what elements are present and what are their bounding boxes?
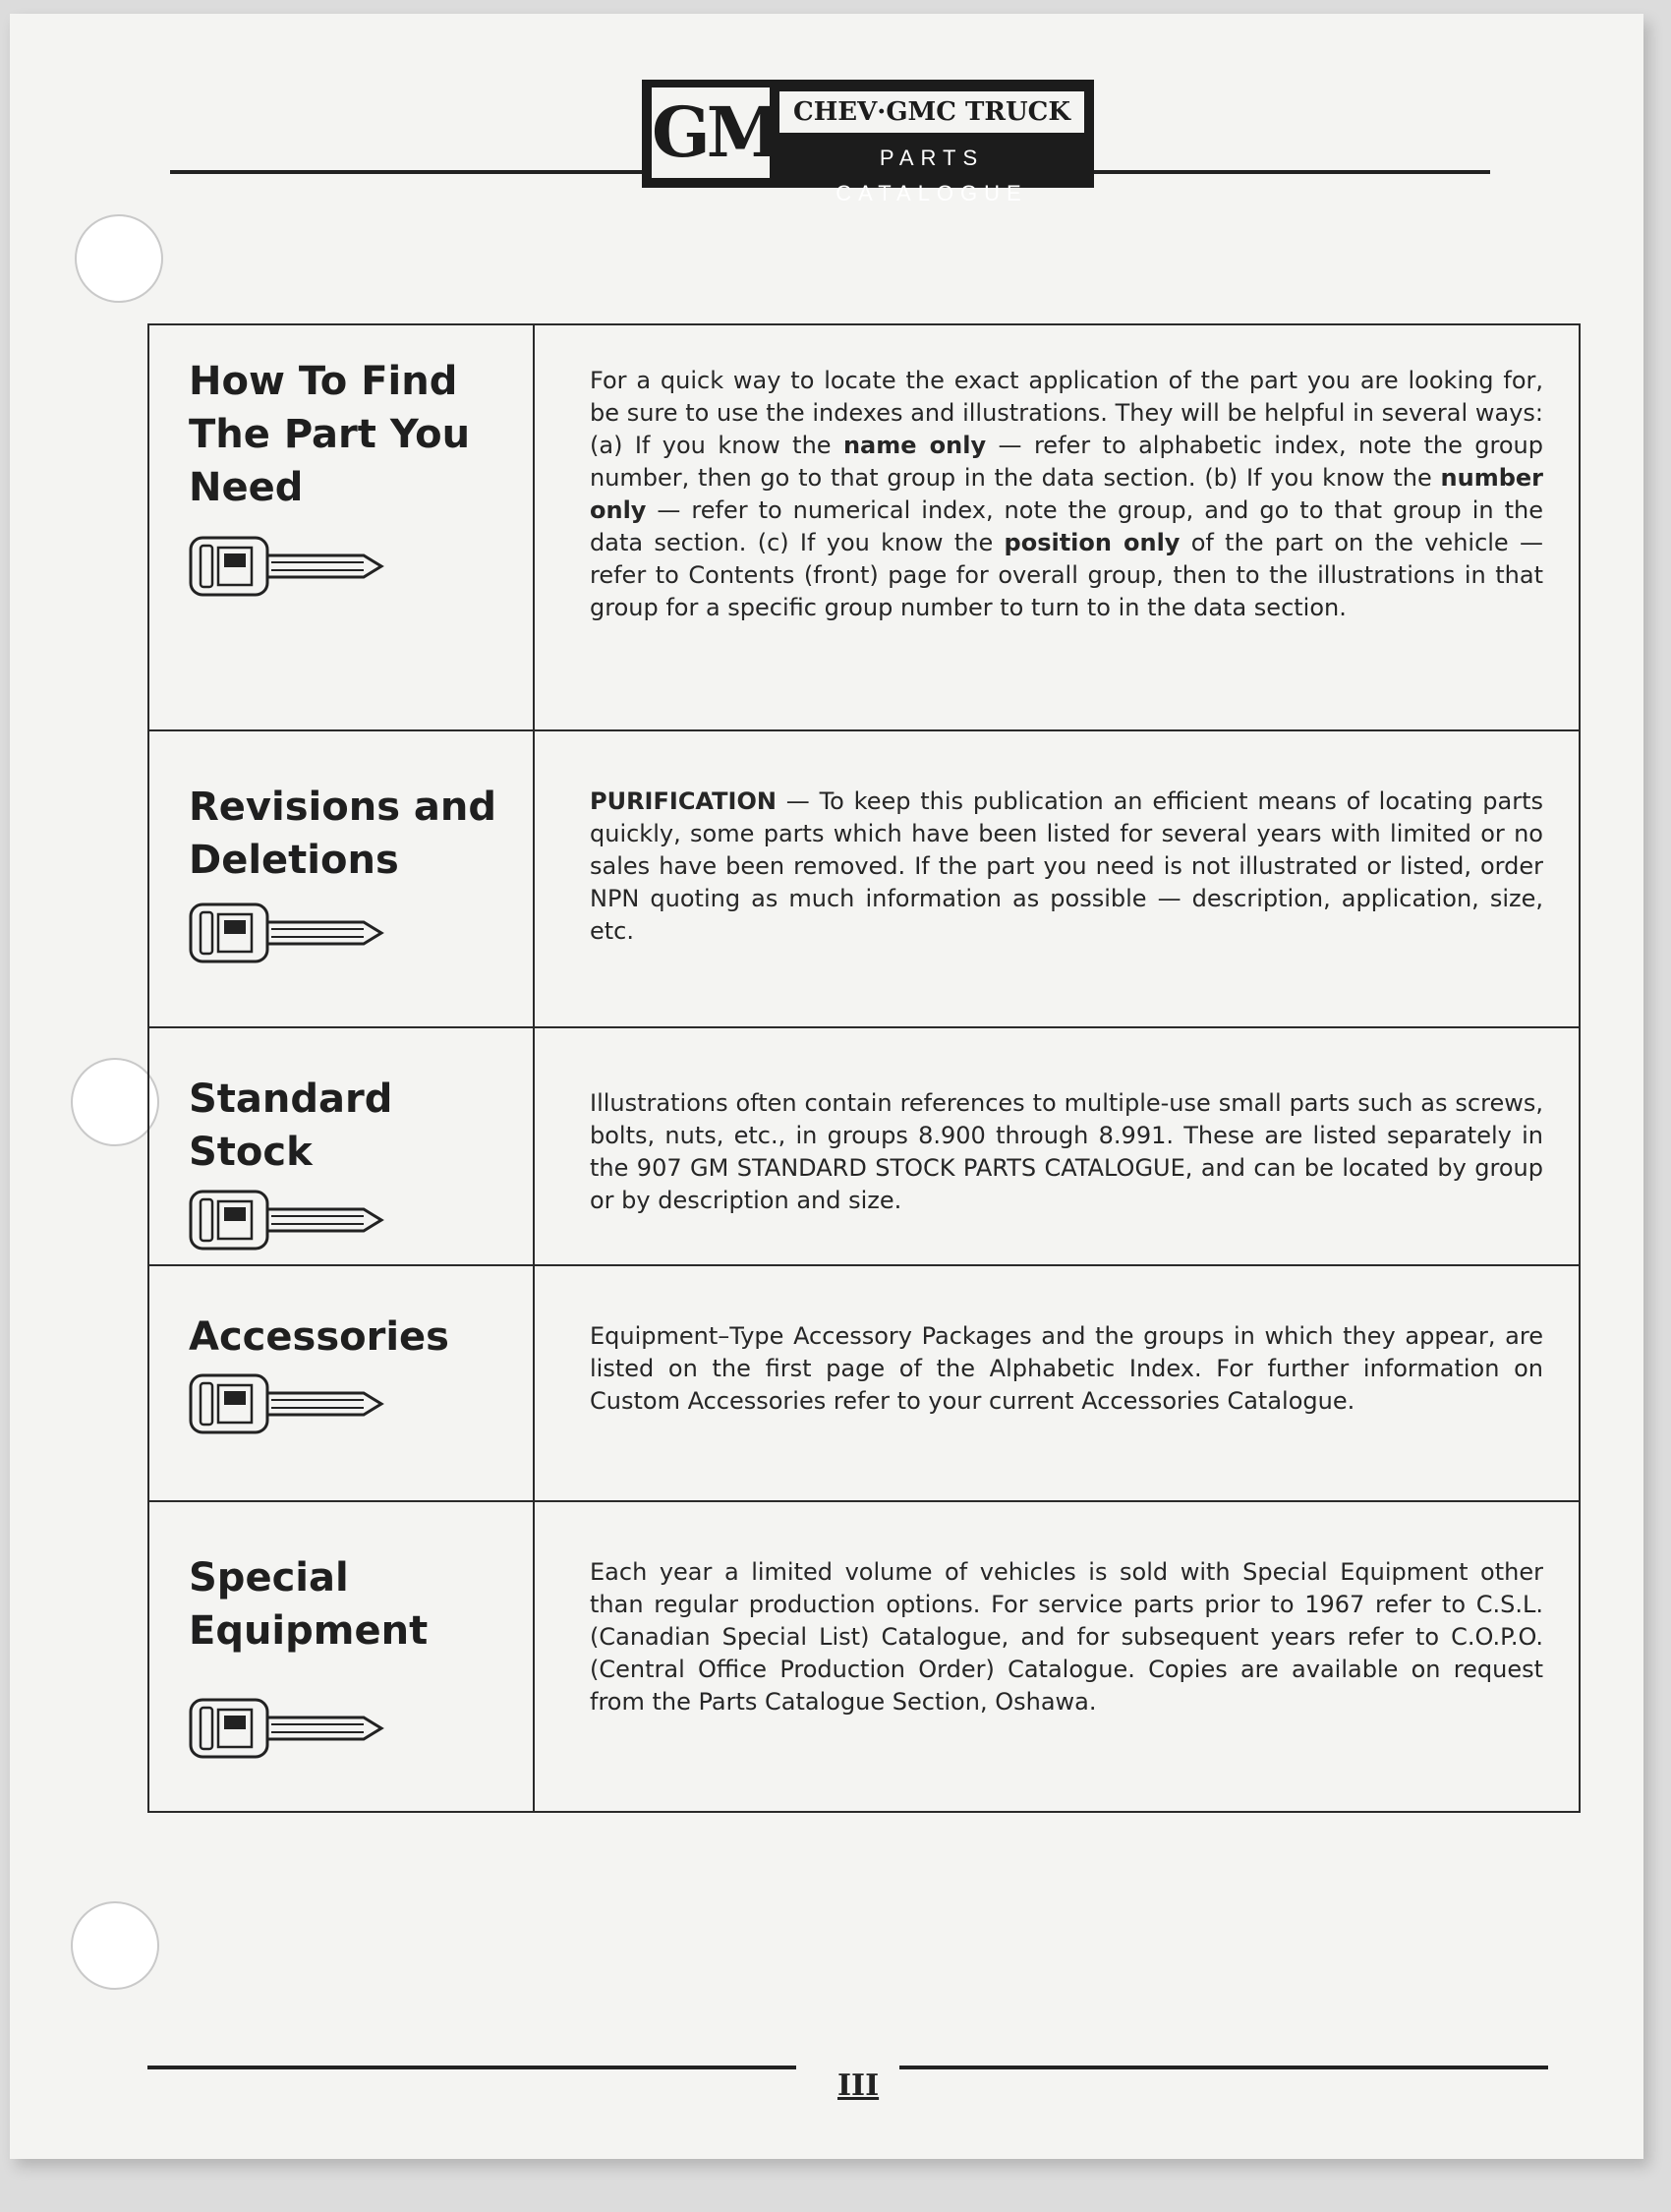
section-row — [149, 1028, 1579, 1266]
section-body — [590, 1320, 1543, 1418]
section-heading-line: Revisions and — [189, 785, 497, 830]
section-heading — [189, 1073, 513, 1179]
catalogue-brand-block — [642, 80, 1094, 205]
section-body — [590, 365, 1543, 624]
body-text: — refer to alphabetic index, note the group number, then go to that group in the data section. (b) If you know the — [590, 432, 1543, 492]
binder-hole-bottom — [71, 1901, 159, 1990]
body-text: For a quick way to locate the exact application of the part you are looking for, be sure to use the indexes and illustrations. They will be helpful in several ways: (a) If you know the — [590, 367, 1543, 459]
section-heading-line: Deletions — [189, 838, 399, 883]
emphasis-text: name only — [842, 432, 987, 459]
body-text: of the part on the vehicle — refer to Contents (front) page for overall group, then to the illustrations in that group for a specific group number to turn to in the data section. — [590, 529, 1543, 621]
section-heading — [189, 355, 513, 514]
key-icon — [189, 1186, 385, 1254]
footer-rule-right — [899, 2066, 1548, 2069]
header-title: CHEV·GMC TRUCK — [779, 91, 1084, 133]
section-row — [149, 1266, 1579, 1502]
section-heading-line: How To Find — [189, 359, 458, 404]
emphasis-text: position only — [1004, 529, 1181, 556]
section-heading-line: Accessories — [189, 1314, 449, 1360]
section-heading-line: Equipment — [189, 1608, 429, 1654]
footer-rule-left — [147, 2066, 796, 2069]
header-rule-left — [170, 170, 642, 174]
section-heading-line: Standard — [189, 1077, 393, 1122]
key-icon — [189, 1369, 385, 1438]
section-heading — [189, 1310, 513, 1364]
body-text: Each year a limited volume of vehicles is sold with Special Equipment other than regular production options. For service parts prior to 1967 refer to C.S.L. (Canadian Special List) Catalogue, and for subsequent years refer to C.O.P.O. (Central Office Production Order) Catalogue. Copies are available on request from the Parts Catalogue Section, Oshawa. — [590, 1558, 1543, 1716]
info-table — [147, 323, 1581, 1813]
section-body — [590, 1556, 1543, 1718]
catalogue-page — [10, 14, 1643, 2159]
section-heading — [189, 1551, 513, 1658]
body-text: — To keep this publication an efficient means of locating parts quickly, some parts which have been listed for several years with limited or no sales have been removed. If the part you need is not illustrated or listed, order NPN quoting as much information as possible — description, application, size, etc. — [590, 787, 1543, 945]
emphasis-text: number only — [590, 464, 1543, 524]
body-text: Equipment–Type Accessory Packages and the groups in which they appear, are listed on the first page of the Alphabetic Index. For further information on Custom Accessories refer to your current Accessories Catalogue. — [590, 1322, 1543, 1415]
section-row — [149, 1502, 1579, 1815]
section-heading — [189, 781, 513, 887]
binder-hole-middle — [71, 1058, 159, 1146]
section-row — [149, 325, 1579, 731]
section-heading-line: Special — [189, 1555, 349, 1601]
header-rule-right — [1094, 170, 1490, 174]
emphasis-text: PURIFICATION — [590, 787, 777, 815]
section-heading-line: Need — [189, 465, 304, 510]
section-body — [590, 1087, 1543, 1217]
body-text: — refer to numerical index, note the group, and go to that group in the data section. (c) If you know the — [590, 496, 1543, 556]
gm-logo: GM — [652, 87, 770, 178]
key-icon — [189, 899, 385, 967]
key-icon — [189, 532, 385, 601]
key-icon — [189, 1694, 385, 1763]
section-heading-line: The Part You — [189, 412, 471, 457]
body-text: Illustrations often contain references to multiple-use small parts such as screws, bolts, nuts, etc., in groups 8.900 through 8.991. These are listed separately in the 907 GM STANDARD STOCK PARTS CATALOGUE, and can be located by group or by description and size. — [590, 1089, 1543, 1214]
page-number: III — [837, 2068, 880, 2103]
section-heading-line: Stock — [189, 1130, 313, 1175]
binder-hole-top — [75, 214, 163, 303]
section-body — [590, 786, 1543, 948]
section-row — [149, 731, 1579, 1028]
header-subtitle: PARTS CATALOGUE — [836, 146, 1028, 205]
